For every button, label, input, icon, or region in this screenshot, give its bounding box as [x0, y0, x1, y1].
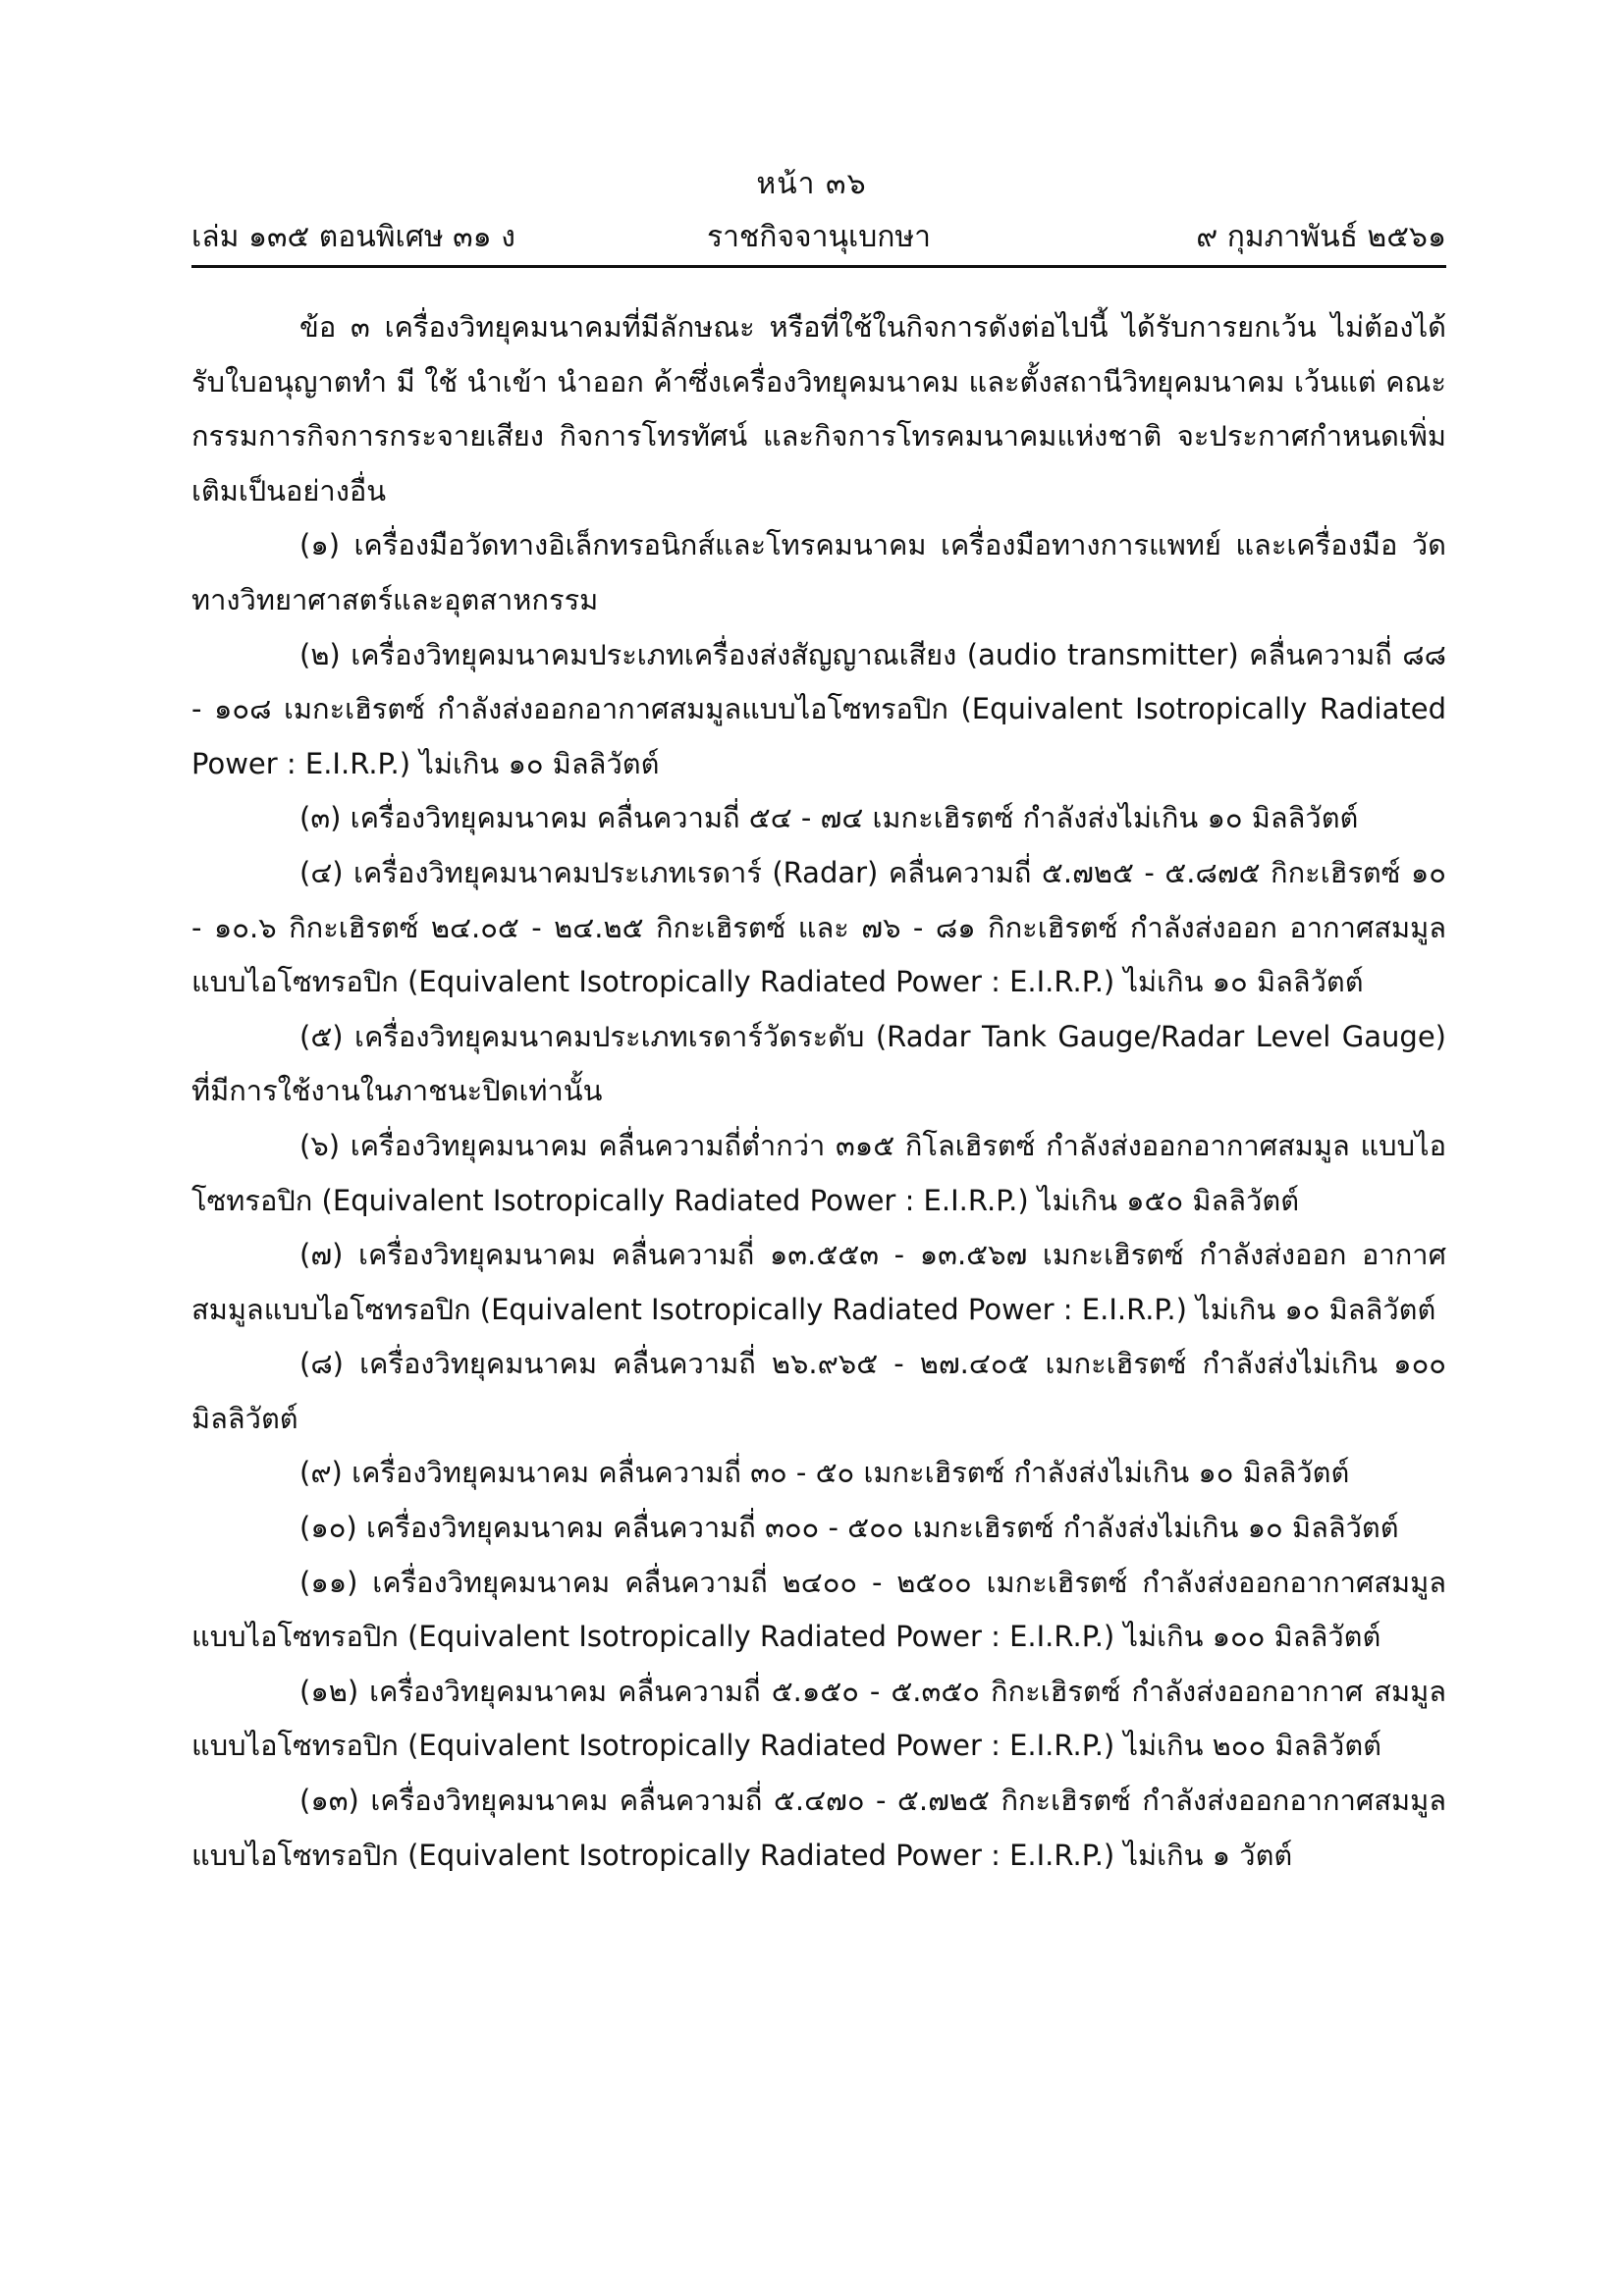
- list-item: (๑๒) เครื่องวิทยุคมนาคม คลื่นความถี่ ๕.๑๕๐ - ๕.๓๕๐ กิกะเฮิรตซ์ กำลังส่งออกอากาศ สมมูลแบบไอโซทรอปิก (Equivalent Isotropically Radiated Power : E.I.R.P.) ไม่เกิน ๒๐๐ มิลลิวัตต์: [191, 1674, 1446, 1763]
- clause-intro: ข้อ ๓ เครื่องวิทยุคมนาคมที่มีลักษณะ หรือที่ใช้ในกิจการดังต่อไปนี้ ได้รับการยกเว้น ไม่ต้องได้รับใบอนุญาตทำ มี ใช้ นำเข้า นำออก ค้าซึ่งเครื่องวิทยุคมนาคม และตั้งสถานีวิทยุคมนาคม เว้นแต่ คณะกรรมการกิจการกระจายเสียง กิจการโทรทัศน์ และกิจการโทรคมนาคมแห่งชาติ จะประกาศกำหนดเพิ่มเติมเป็นอย่างอื่น: [191, 310, 1446, 507]
- list-item: (๑) เครื่องมือวัดทางอิเล็กทรอนิกส์และโทรคมนาคม เครื่องมือทางการแพทย์ และเครื่องมือ วัดทางวิทยาศาสตร์และอุตสาหกรรม: [191, 528, 1446, 616]
- list-item: (๓) เครื่องวิทยุคมนาคม คลื่นความถี่ ๕๔ - ๗๔ เมกะเฮิรตซ์ กำลังส่งไม่เกิน ๑๐ มิลลิวัตต์: [299, 801, 1359, 835]
- list-item: (๔) เครื่องวิทยุคมนาคมประเภทเรดาร์ (Radar) คลื่นความถี่ ๕.๗๒๕ - ๕.๘๗๕ กิกะเฮิรตซ์ ๑๐ - ๑๐.๖ กิกะเฮิรตซ์ ๒๔.๐๕ - ๒๔.๒๕ กิกะเฮิรตซ์ และ ๗๖ - ๘๑ กิกะเฮิรตซ์ กำลังส่งออก อากาศสมมูลแบบไอโซทรอปิก (Equivalent Isotropically Radiated Power : E.I.R.P.) ไม่เกิน ๑๐ มิลลิวัตต์: [191, 855, 1446, 999]
- list-item: (๘) เครื่องวิทยุคมนาคม คลื่นความถี่ ๒๖.๙๖๕ - ๒๗.๔๐๕ เมกะเฮิรตซ์ กำลังส่งไม่เกิน ๑๐๐ มิลลิวัตต์: [191, 1347, 1446, 1435]
- page-header: [191, 216, 1446, 259]
- list-item: (๑๐) เครื่องวิทยุคมนาคม คลื่นความถี่ ๓๐๐ - ๕๐๐ เมกะเฮิรตซ์ กำลังส่งไม่เกิน ๑๐ มิลลิวัตต์: [299, 1511, 1399, 1545]
- list-item: (๑๓) เครื่องวิทยุคมนาคม คลื่นความถี่ ๕.๔๗๐ - ๕.๗๒๕ กิกะเฮิรตซ์ กำลังส่งออกอากาศสมมูล แบบไอโซทรอปิก (Equivalent Isotropically Radiated Power : E.I.R.P.) ไม่เกิน ๑ วัตต์: [191, 1784, 1446, 1872]
- publication-date: ๙ กุมภาพันธ์ ๒๕๖๑: [1196, 220, 1446, 254]
- list-item: (๖) เครื่องวิทยุคมนาคม คลื่นความถี่ต่ำกว่า ๓๑๕ กิโลเฮิรตซ์ กำลังส่งออกอากาศสมมูล แบบไอโซทรอปิก (Equivalent Isotropically Radiated Power : E.I.R.P.) ไม่เกิน ๑๕๐ มิลลิวัตต์: [191, 1128, 1446, 1217]
- list-item: (๑๑) เครื่องวิทยุคมนาคม คลื่นความถี่ ๒๔๐๐ - ๒๕๐๐ เมกะเฮิรตซ์ กำลังส่งออกอากาศสมมูล แบบไอโซทรอปิก (Equivalent Isotropically Radiated Power : E.I.R.P.) ไม่เกิน ๑๐๐ มิลลิวัตต์: [191, 1565, 1446, 1654]
- header-divider: [191, 265, 1446, 268]
- page-number: หน้า ๓๖: [756, 167, 867, 201]
- list-item: (๗) เครื่องวิทยุคมนาคม คลื่นความถี่ ๑๓.๕๕๓ - ๑๓.๕๖๗ เมกะเฮิรตซ์ กำลังส่งออก อากาศสมมูลแบบไอโซทรอปิก (Equivalent Isotropically Radiated Power : E.I.R.P.) ไม่เกิน ๑๐ มิลลิวัตต์: [191, 1238, 1446, 1326]
- publication-name: ราชกิจจานุเบกษา: [706, 220, 932, 254]
- document-body: [191, 300, 1446, 1883]
- list-item: (๒) เครื่องวิทยุคมนาคมประเภทเครื่องส่งสัญญาณเสียง (audio transmitter) คลื่นความถี่ ๘๘ - ๑๐๘ เมกะเฮิรตซ์ กำลังส่งออกอากาศสมมูลแบบไอโซทรอปิก (Equivalent Isotropically Radiated Power : E.I.R.P.) ไม่เกิน ๑๐ มิลลิวัตต์: [191, 637, 1446, 780]
- list-item: (๕) เครื่องวิทยุคมนาคมประเภทเรดาร์วัดระดับ (Radar Tank Gauge/Radar Level Gauge) ที่มีการใช้งานในภาชนะปิดเท่านั้น: [191, 1019, 1446, 1108]
- volume-issue: เล่ม ๑๓๕ ตอนพิเศษ ๓๑ ง: [191, 220, 515, 254]
- list-item: (๙) เครื่องวิทยุคมนาคม คลื่นความถี่ ๓๐ - ๕๐ เมกะเฮิรตซ์ กำลังส่งไม่เกิน ๑๐ มิลลิวัตต์: [299, 1456, 1350, 1490]
